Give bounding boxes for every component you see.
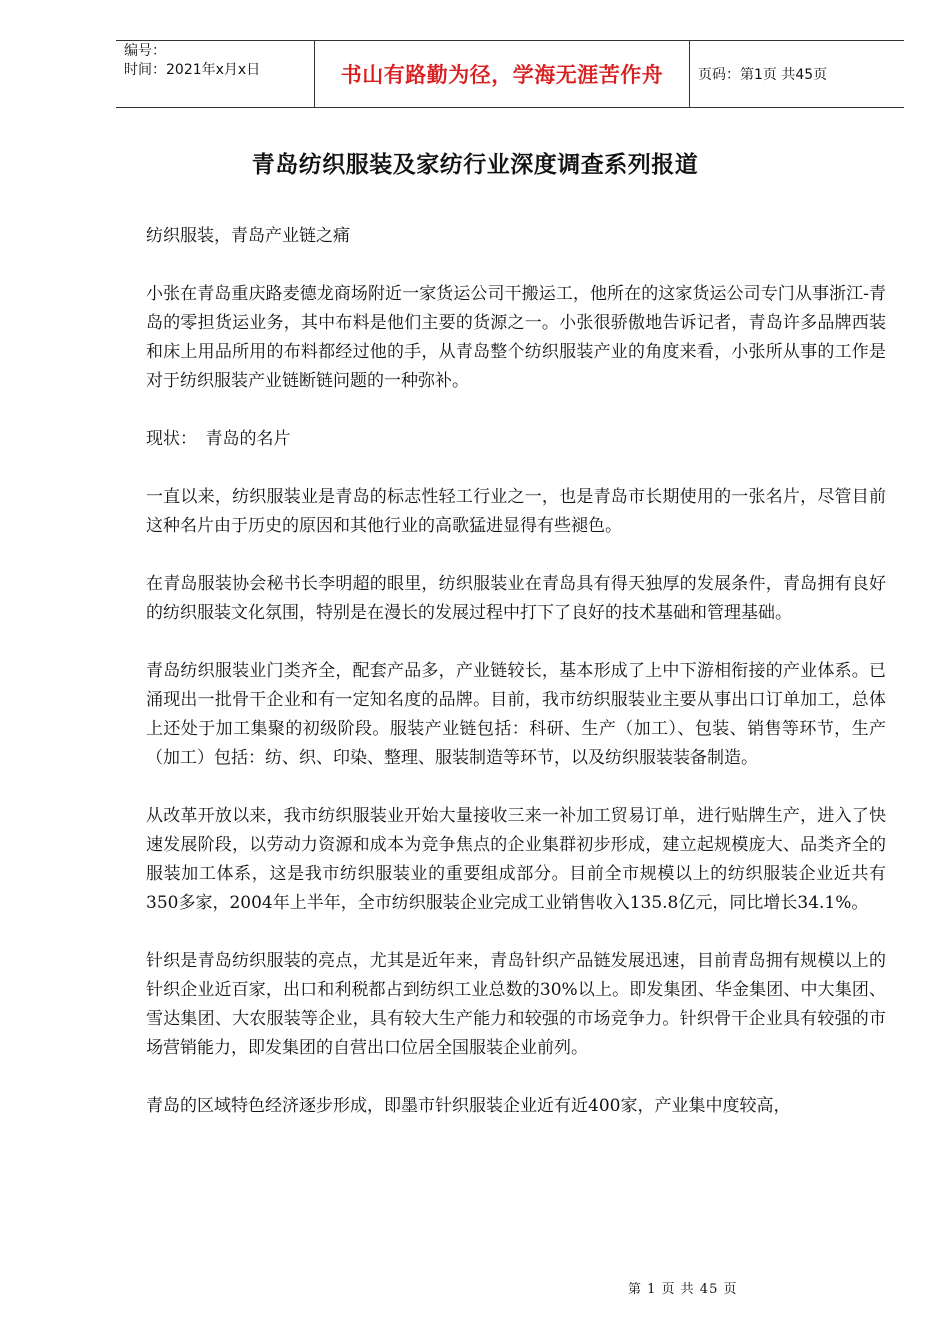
motto-text: 书山有路勤为径，学海无涯苦作舟 xyxy=(340,62,664,87)
article-body xyxy=(146,222,886,1121)
time-label: 时间：2021年x月x日 xyxy=(124,62,261,78)
paragraph: 青岛纺织服装业门类齐全，配套产品多，产业链较长，基本形成了上中下游相衔接的产业体系。已涌现出一批骨干企业和有一定知名度的品牌。目前，我市纺织服装业主要从事出口订单加工，总体上还处于加工集聚的初级阶段。服装产业链包括：科研、生产（加工）、包装、销售等环节，生产（加工）包括：纺、织、印染、整理、服装制造等环节，以及纺织服装装备制造。 xyxy=(146,661,886,768)
header-meta-cell xyxy=(116,41,315,107)
page-footer: 第 1 页 共 45 页 xyxy=(628,1282,738,1297)
paragraph: 小张在青岛重庆路麦德龙商场附近一家货运公司干搬运工，他所在的这家货运公司专门从事浙江-青岛的零担货运业务，其中布料是他们主要的货源之一。小张很骄傲地告诉记者，青岛许多品牌西装和床上用品所用的布料都经过他的手，从青岛整个纺织服装产业的角度来看，小张所从事的工作是对于纺织服装产业链断链问题的一种弥补。 xyxy=(146,284,886,391)
paragraph: 从改革开放以来，我市纺织服装业开始大量接收三来一补加工贸易订单，进行贴牌生产，进入了快速发展阶段，以劳动力资源和成本为竞争焦点的企业集群初步形成，建立起规模庞大、品类齐全的服装加工体系，这是我市纺织服装业的重要组成部分。目前全市规模以上的纺织服装企业近共有350多家，2004年上半年，全市纺织服装企业完成工业销售收入135.8亿元，同比增长34.1%。 xyxy=(146,806,886,913)
motto-cell xyxy=(315,41,690,107)
paragraph: 青岛的区域特色经济逐步形成，即墨市针织服装企业近有近400家，产业集中度较高， xyxy=(146,1096,791,1116)
page-info-cell xyxy=(690,41,904,107)
document-title: 青岛纺织服装及家纺行业深度调查系列报道 xyxy=(251,151,699,178)
paragraph: 一直以来，纺织服装业是青岛的标志性轻工行业之一，也是青岛市长期使用的一张名片，尽管目前这种名片由于历史的原因和其他行业的高歌猛进显得有些褪色。 xyxy=(146,487,886,536)
header-table xyxy=(116,40,904,108)
paragraph: 针织是青岛纺织服装的亮点，尤其是近年来，青岛针织产品链发展迅速，目前青岛拥有规模以上的针织企业近百家，出口和利税都占到纺织工业总数的30%以上。即发集团、华金集团、中大集团、雪达集团、大农服装等企业，具有较大生产能力和较强的市场竞争力。针织骨干企业具有较强的市场营销能力，即发集团的自营出口位居全国服装企业前列。 xyxy=(146,951,886,1058)
number-label: 编号： xyxy=(124,43,166,59)
paragraph: 纺织服装，青岛产业链之痛 xyxy=(146,226,350,246)
paragraph: 现状： 青岛的名片 xyxy=(146,429,291,449)
page-info-text: 页码：第1页 共45页 xyxy=(698,67,828,83)
paragraph: 在青岛服装协会秘书长李明超的眼里，纺织服装业在青岛具有得天独厚的发展条件，青岛拥有良好的纺织服装文化氛围，特别是在漫长的发展过程中打下了良好的技术基础和管理基础。 xyxy=(146,574,886,623)
